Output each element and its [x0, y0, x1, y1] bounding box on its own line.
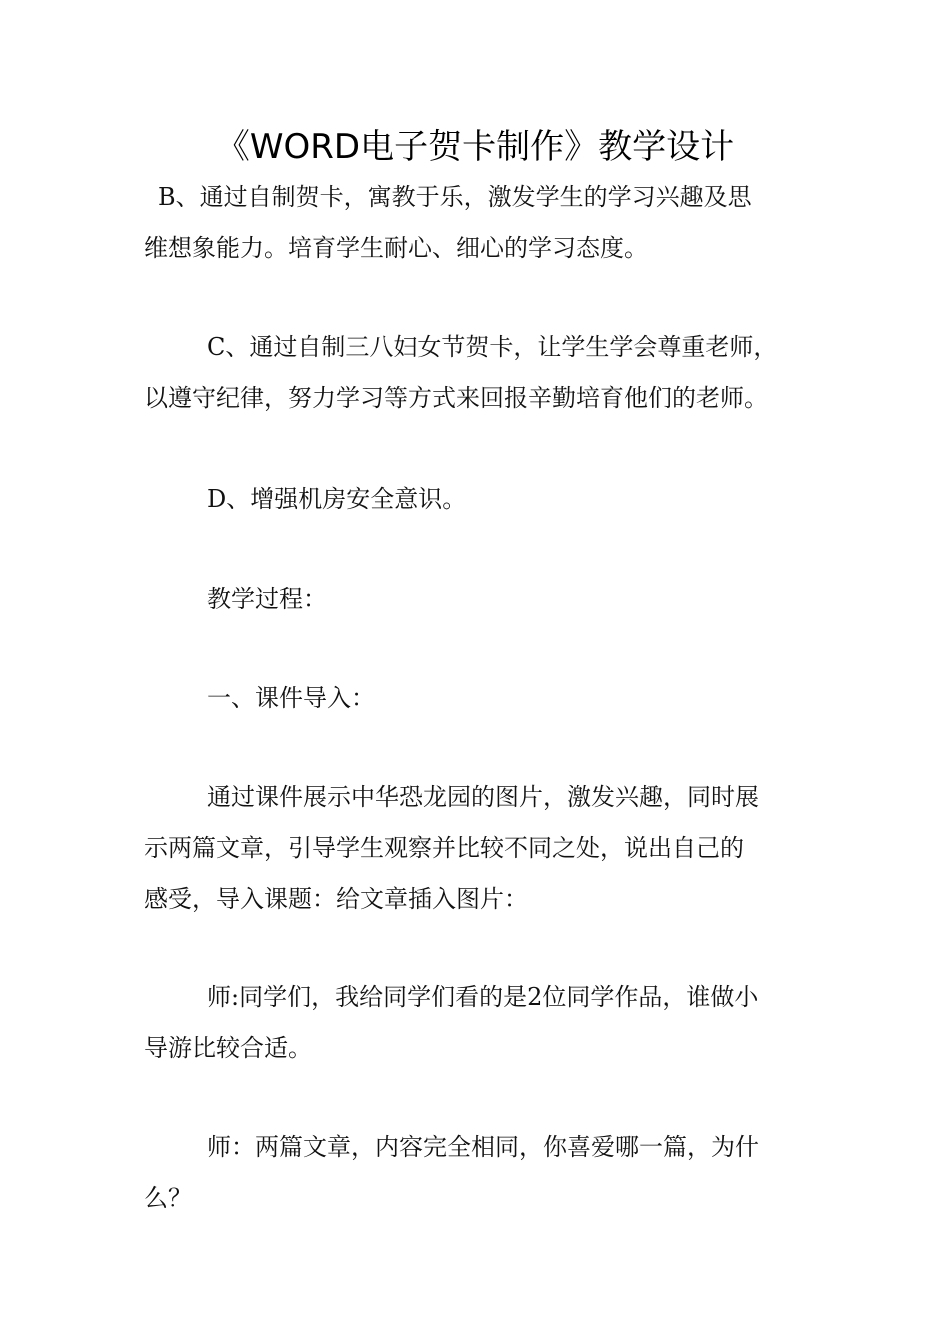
text-line: 么？	[144, 1184, 192, 1212]
text-line: 通过课件展示中华恐龙园的图片，激发兴趣，同时展	[207, 783, 759, 811]
paragraph-objective-b	[144, 172, 824, 274]
paragraph-teacher-remark-1	[144, 972, 824, 1074]
text-line: 导游比较合适。	[144, 1034, 312, 1062]
text-line: 以遵守纪律，努力学习等方式来回报辛勤培育他们的老师。	[144, 384, 768, 412]
text-line: 师：两篇文章，内容完全相同，你喜爱哪一篇，为什	[207, 1133, 759, 1161]
text-line: 一、课件导入：	[207, 684, 375, 712]
text-line: 示两篇文章，引导学生观察并比较不同之处，说出自己的	[144, 834, 744, 862]
text-line: C、通过自制三八妇女节贺卡，让学生学会尊重老师，	[207, 333, 778, 361]
paragraph-objective-d	[144, 474, 824, 525]
paragraph-teacher-remark-2	[144, 1122, 824, 1224]
paragraph-intro-description	[144, 772, 824, 925]
text-line: 维想象能力。培育学生耐心、细心的学习态度。	[144, 234, 648, 262]
text-line: B、通过自制贺卡，寓教于乐，激发学生的学习兴趣及思	[158, 183, 752, 211]
paragraph-objective-c	[144, 322, 824, 424]
text-line: 感受，导入课题：给文章插入图片：	[144, 885, 528, 913]
section-heading-teaching-process	[144, 574, 824, 625]
text-line: 师:同学们，我给同学们看的是2位同学作品，谁做小	[207, 983, 759, 1011]
text-line: 教学过程：	[207, 585, 327, 613]
section-heading-courseware-intro	[144, 673, 824, 724]
text-line: D、增强机房安全意识。	[207, 485, 467, 513]
document-title: 《WORD电子贺卡制作》教学设计	[215, 127, 735, 167]
